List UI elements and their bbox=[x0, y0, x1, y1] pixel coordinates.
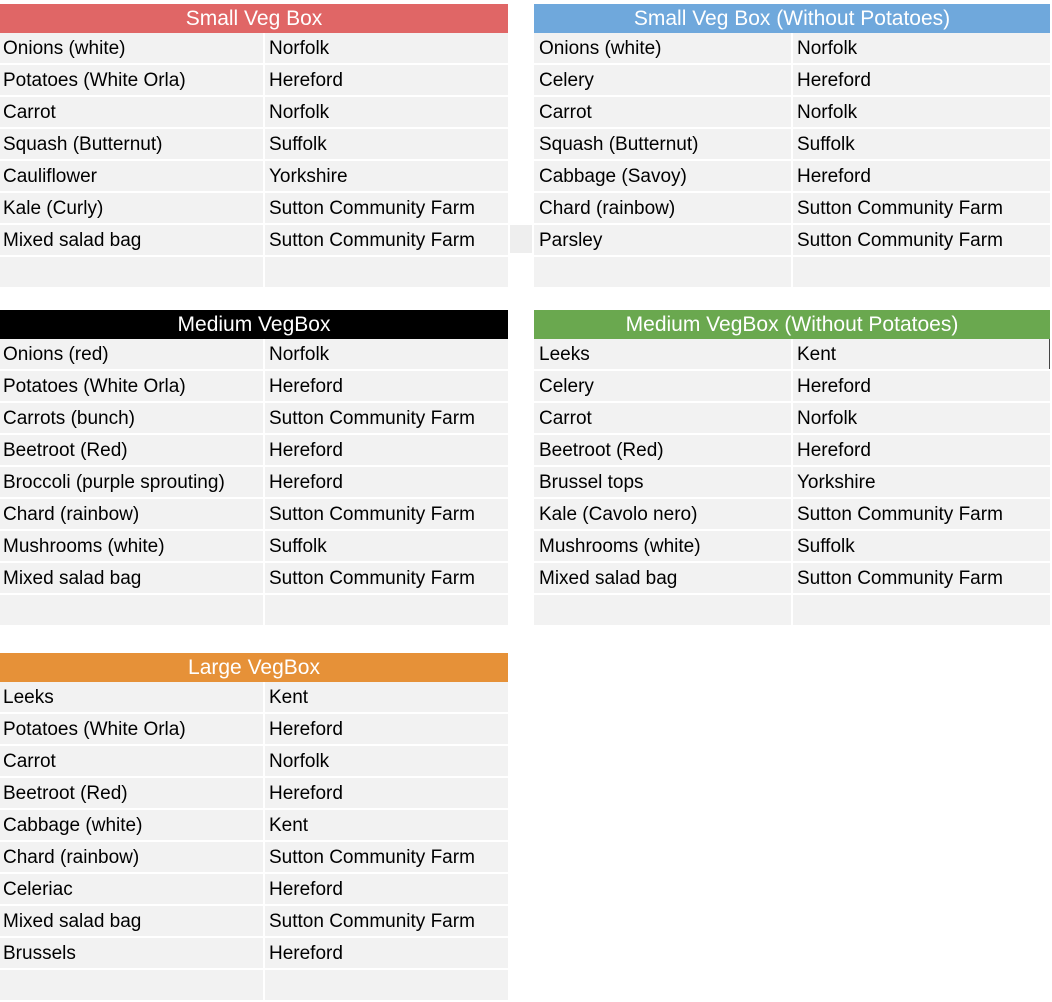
origin-cell[interactable]: Norfolk bbox=[797, 38, 858, 59]
vegetable-cell[interactable]: Cabbage (Savoy) bbox=[534, 161, 793, 191]
vegetable-cell[interactable] bbox=[534, 595, 793, 625]
vegetable-cell[interactable]: Onions (white) bbox=[534, 33, 793, 63]
table-row bbox=[0, 906, 508, 938]
origin-cell[interactable]: Sutton Community Farm bbox=[797, 504, 1003, 525]
vegetable-cell[interactable] bbox=[534, 257, 793, 287]
table-row bbox=[534, 129, 1050, 161]
table-row bbox=[0, 129, 508, 161]
vegetable-cell[interactable]: Mushrooms (white) bbox=[534, 531, 793, 561]
table-row bbox=[0, 225, 508, 257]
vegetable-cell[interactable]: Mixed salad bag bbox=[534, 563, 793, 593]
origin-cell[interactable]: Kent bbox=[269, 815, 309, 836]
vegetable-cell[interactable]: Brussel tops bbox=[534, 467, 793, 497]
small-veg-box-no-potatoes-table bbox=[534, 4, 1050, 289]
table-row bbox=[0, 97, 508, 129]
origin-cell[interactable]: Norfolk bbox=[797, 408, 858, 429]
vegetable-cell[interactable]: Squash (Butternut) bbox=[0, 129, 265, 159]
vegetable-cell[interactable]: Beetroot (Red) bbox=[534, 435, 793, 465]
origin-cell[interactable]: Hereford bbox=[269, 70, 343, 91]
origin-cell[interactable]: Hereford bbox=[269, 943, 343, 964]
vegetable-cell[interactable]: Carrot bbox=[0, 97, 265, 127]
medium-vegbox-no-potatoes-header: Medium VegBox (Without Potatoes) bbox=[534, 310, 1050, 339]
vegetable-cell[interactable]: Carrot bbox=[534, 97, 793, 127]
table-row bbox=[0, 435, 508, 467]
vegetable-cell[interactable]: Celeriac bbox=[0, 874, 265, 904]
origin-cell[interactable] bbox=[265, 257, 508, 287]
vegetable-cell[interactable]: Chard (rainbow) bbox=[534, 193, 793, 223]
table-row bbox=[0, 193, 508, 225]
table-row bbox=[0, 595, 508, 627]
origin-cell[interactable]: Hereford bbox=[269, 783, 343, 804]
table-row bbox=[534, 161, 1050, 193]
vegetable-cell[interactable]: Potatoes (White Orla) bbox=[0, 65, 265, 95]
vegetable-cell[interactable]: Onions (white) bbox=[0, 33, 265, 63]
origin-cell[interactable]: Kent bbox=[269, 687, 309, 708]
small-veg-box-header: Small Veg Box bbox=[0, 4, 508, 33]
vegetable-cell[interactable]: Kale (Cavolo nero) bbox=[534, 499, 793, 529]
origin-cell[interactable]: Kent bbox=[793, 339, 1050, 369]
table-row bbox=[534, 435, 1050, 467]
origin-cell[interactable]: Norfolk bbox=[269, 38, 330, 59]
vegetable-cell[interactable]: Celery bbox=[534, 65, 793, 95]
origin-cell[interactable] bbox=[793, 257, 1050, 287]
origin-cell[interactable]: Hereford bbox=[797, 440, 871, 461]
vegetable-cell[interactable]: Celery bbox=[534, 371, 793, 401]
origin-cell[interactable]: Norfolk bbox=[269, 102, 330, 123]
origin-cell[interactable]: Sutton Community Farm bbox=[797, 568, 1003, 589]
large-vegbox-rows bbox=[0, 682, 508, 1002]
origin-cell[interactable]: Sutton Community Farm bbox=[269, 198, 475, 219]
large-vegbox-header: Large VegBox bbox=[0, 653, 508, 682]
table-row bbox=[0, 339, 508, 371]
vegetable-cell[interactable] bbox=[0, 970, 265, 1000]
origin-cell[interactable]: Hereford bbox=[797, 166, 871, 187]
vegetable-cell[interactable]: Leeks bbox=[534, 339, 793, 369]
table-row bbox=[534, 403, 1050, 435]
table-row bbox=[0, 746, 508, 778]
table-row bbox=[0, 810, 508, 842]
table-row bbox=[0, 842, 508, 874]
table-row bbox=[534, 97, 1050, 129]
table-row bbox=[0, 938, 508, 970]
table-row bbox=[0, 257, 508, 289]
table-row bbox=[534, 225, 1050, 257]
table-row bbox=[0, 531, 508, 563]
table-row bbox=[0, 65, 508, 97]
vegetable-cell[interactable] bbox=[0, 595, 265, 625]
vegetable-cell[interactable]: Leeks bbox=[0, 682, 265, 712]
table-row bbox=[0, 499, 508, 531]
vegetable-cell[interactable]: Potatoes (White Orla) bbox=[0, 714, 265, 744]
vegetable-cell[interactable]: Cauliflower bbox=[0, 161, 265, 191]
table-row bbox=[534, 595, 1050, 627]
origin-cell[interactable] bbox=[793, 595, 1050, 625]
vegetable-cell[interactable]: Carrot bbox=[534, 403, 793, 433]
origin-cell[interactable]: Norfolk bbox=[269, 751, 330, 772]
origin-cell[interactable]: Hereford bbox=[269, 376, 343, 397]
table-row bbox=[0, 371, 508, 403]
vegetable-cell[interactable]: Carrots (bunch) bbox=[0, 403, 265, 433]
vegetable-cell[interactable]: Kale (Curly) bbox=[0, 193, 265, 223]
origin-cell[interactable]: Yorkshire bbox=[797, 472, 876, 493]
table-row bbox=[534, 65, 1050, 97]
table-row bbox=[0, 161, 508, 193]
origin-cell[interactable]: Sutton Community Farm bbox=[269, 911, 475, 932]
vegetable-cell[interactable]: Mixed salad bag bbox=[0, 563, 265, 593]
vegetable-cell[interactable]: Onions (red) bbox=[0, 339, 265, 369]
vegetable-cell[interactable] bbox=[0, 257, 265, 287]
origin-cell[interactable]: Sutton Community Farm bbox=[269, 568, 475, 589]
small-veg-box-no-potatoes-header: Small Veg Box (Without Potatoes) bbox=[534, 4, 1050, 33]
origin-cell[interactable]: Hereford bbox=[797, 70, 871, 91]
table-row bbox=[534, 467, 1050, 499]
table-row bbox=[0, 403, 508, 435]
vegetable-cell[interactable]: Cabbage (white) bbox=[0, 810, 265, 840]
origin-cell[interactable]: Hereford bbox=[797, 376, 871, 397]
small-veg-box-rows bbox=[0, 33, 508, 289]
table-row bbox=[534, 193, 1050, 225]
table-row bbox=[0, 874, 508, 906]
large-vegbox-table bbox=[0, 653, 508, 1002]
small-veg-box-table bbox=[0, 4, 508, 289]
table-row bbox=[0, 970, 508, 1002]
vegetable-cell[interactable]: Mixed salad bag bbox=[0, 906, 265, 936]
medium-vegbox-rows bbox=[0, 339, 508, 627]
origin-cell[interactable]: Sutton Community Farm bbox=[269, 230, 475, 251]
table-row bbox=[534, 371, 1050, 403]
table-row bbox=[0, 563, 508, 595]
origin-cell[interactable]: Sutton Community Farm bbox=[269, 408, 475, 429]
origin-cell[interactable]: Norfolk bbox=[797, 102, 858, 123]
table-row bbox=[534, 563, 1050, 595]
origin-cell[interactable]: Suffolk bbox=[269, 536, 327, 557]
origin-cell[interactable]: Hereford bbox=[269, 719, 343, 740]
small-veg-box-no-potatoes-rows bbox=[534, 33, 1050, 289]
table-row bbox=[0, 682, 508, 714]
vegetable-cell[interactable]: Brussels bbox=[0, 938, 265, 968]
table-row bbox=[534, 257, 1050, 289]
medium-vegbox-no-potatoes-rows bbox=[534, 339, 1050, 627]
vegetable-cell[interactable]: Beetroot (Red) bbox=[0, 435, 265, 465]
empty-cell[interactable] bbox=[510, 225, 532, 253]
table-row bbox=[0, 778, 508, 810]
medium-vegbox-table bbox=[0, 310, 508, 627]
origin-cell[interactable]: Suffolk bbox=[269, 134, 327, 155]
origin-cell[interactable]: Norfolk bbox=[269, 344, 330, 365]
origin-cell[interactable]: Hereford bbox=[269, 879, 343, 900]
vegetable-cell[interactable]: Mushrooms (white) bbox=[0, 531, 265, 561]
origin-cell[interactable]: Yorkshire bbox=[269, 166, 348, 187]
vegetable-cell[interactable]: Broccoli (purple sprouting) bbox=[0, 467, 265, 497]
vegetable-cell[interactable]: Potatoes (White Orla) bbox=[0, 371, 265, 401]
origin-cell[interactable] bbox=[265, 970, 508, 1000]
vegetable-cell[interactable]: Chard (rainbow) bbox=[0, 842, 265, 872]
table-row bbox=[0, 33, 508, 65]
table-row bbox=[534, 339, 1050, 371]
medium-vegbox-no-potatoes-table bbox=[534, 310, 1050, 627]
vegetable-cell[interactable]: Parsley bbox=[534, 225, 793, 255]
table-row bbox=[534, 499, 1050, 531]
vegetable-cell[interactable]: Beetroot (Red) bbox=[0, 778, 265, 808]
origin-cell[interactable]: Hereford bbox=[269, 440, 343, 461]
origin-cell[interactable]: Suffolk bbox=[797, 134, 855, 155]
vegetable-cell[interactable]: Squash (Butternut) bbox=[534, 129, 793, 159]
origin-cell[interactable]: Sutton Community Farm bbox=[797, 230, 1003, 251]
origin-cell[interactable]: Sutton Community Farm bbox=[269, 847, 475, 868]
medium-vegbox-header: Medium VegBox bbox=[0, 310, 508, 339]
origin-cell[interactable]: Suffolk bbox=[797, 536, 855, 557]
vegetable-cell[interactable]: Carrot bbox=[0, 746, 265, 776]
vegetable-cell[interactable]: Mixed salad bag bbox=[0, 225, 265, 255]
origin-cell[interactable]: Sutton Community Farm bbox=[797, 198, 1003, 219]
origin-cell[interactable]: Hereford bbox=[269, 472, 343, 493]
table-row bbox=[534, 531, 1050, 563]
table-row bbox=[534, 33, 1050, 65]
table-row bbox=[0, 714, 508, 746]
vegetable-cell[interactable]: Chard (rainbow) bbox=[0, 499, 265, 529]
origin-cell[interactable] bbox=[265, 595, 508, 625]
origin-cell[interactable]: Sutton Community Farm bbox=[269, 504, 475, 525]
table-row bbox=[0, 467, 508, 499]
